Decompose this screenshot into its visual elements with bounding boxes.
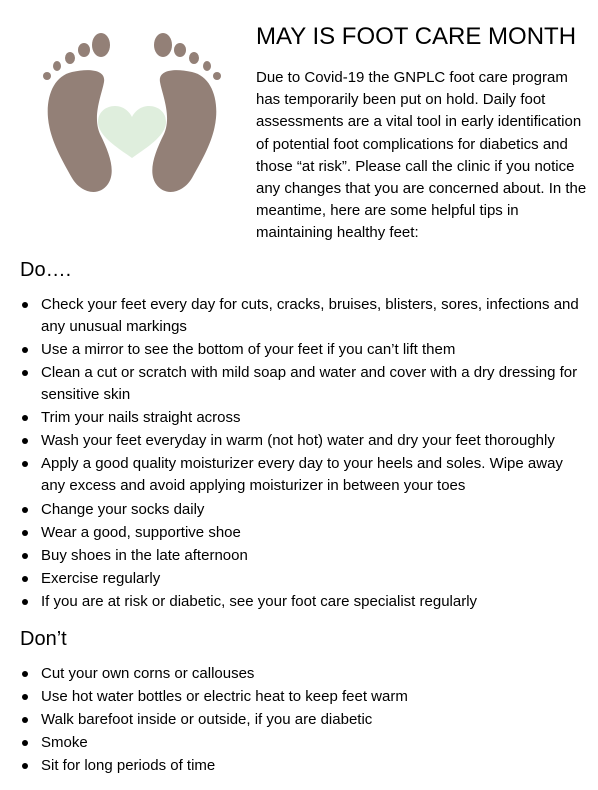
list-item: Smoke (0, 732, 586, 754)
list-item: Use hot water bottles or electric heat to keep feet warm (0, 686, 586, 708)
intro-paragraph: Due to Covid-19 the GNPLC foot care program has temporarily been put on hold. Daily foot assessments are a vital tool in early identification of potential foot complications for diabetics and those “at risk”. Please call the clinic if you notice any changes that you are concerned about. In the meantime, here are some helpful tips in maintaining healthy feet: (256, 69, 587, 242)
dont-heading: Don’t (20, 628, 67, 650)
heart-icon (98, 106, 166, 158)
list-item: Change your socks daily (0, 499, 586, 521)
foot-care-logo (32, 30, 232, 210)
list-item: If you are at risk or diabetic, see your foot care specialist regularly (0, 591, 586, 613)
list-item: Clean a cut or scratch with mild soap and water and cover with a dry dressing for sensitive skin (0, 362, 586, 406)
list-item: Check your feet every day for cuts, cracks, bruises, blisters, sores, infections and any unusual markings (0, 294, 586, 338)
list-item: Wear a good, supportive shoe (0, 522, 586, 544)
list-item: Trim your nails straight across (0, 407, 586, 429)
list-item: Walk barefoot inside or outside, if you are diabetic (0, 709, 586, 731)
list-item: Wash your feet everyday in warm (not hot) water and dry your feet thoroughly (0, 430, 586, 452)
list-item: Apply a good quality moisturizer every day to your heels and soles. Wipe away any excess and avoid applying moisturizer in between your toes (0, 453, 586, 497)
do-heading: Do…. (20, 259, 72, 281)
do-list (0, 294, 586, 614)
list-item: Buy shoes in the late afternoon (0, 545, 586, 567)
list-item: Cut your own corns or callouses (0, 663, 586, 685)
page-title: MAY IS FOOT CARE MONTH (256, 23, 577, 50)
list-item: Use a mirror to see the bottom of your feet if you can’t lift them (0, 339, 586, 361)
list-item: Sit for long periods of time (0, 755, 586, 777)
list-item: Exercise regularly (0, 568, 586, 590)
dont-list (0, 663, 586, 778)
